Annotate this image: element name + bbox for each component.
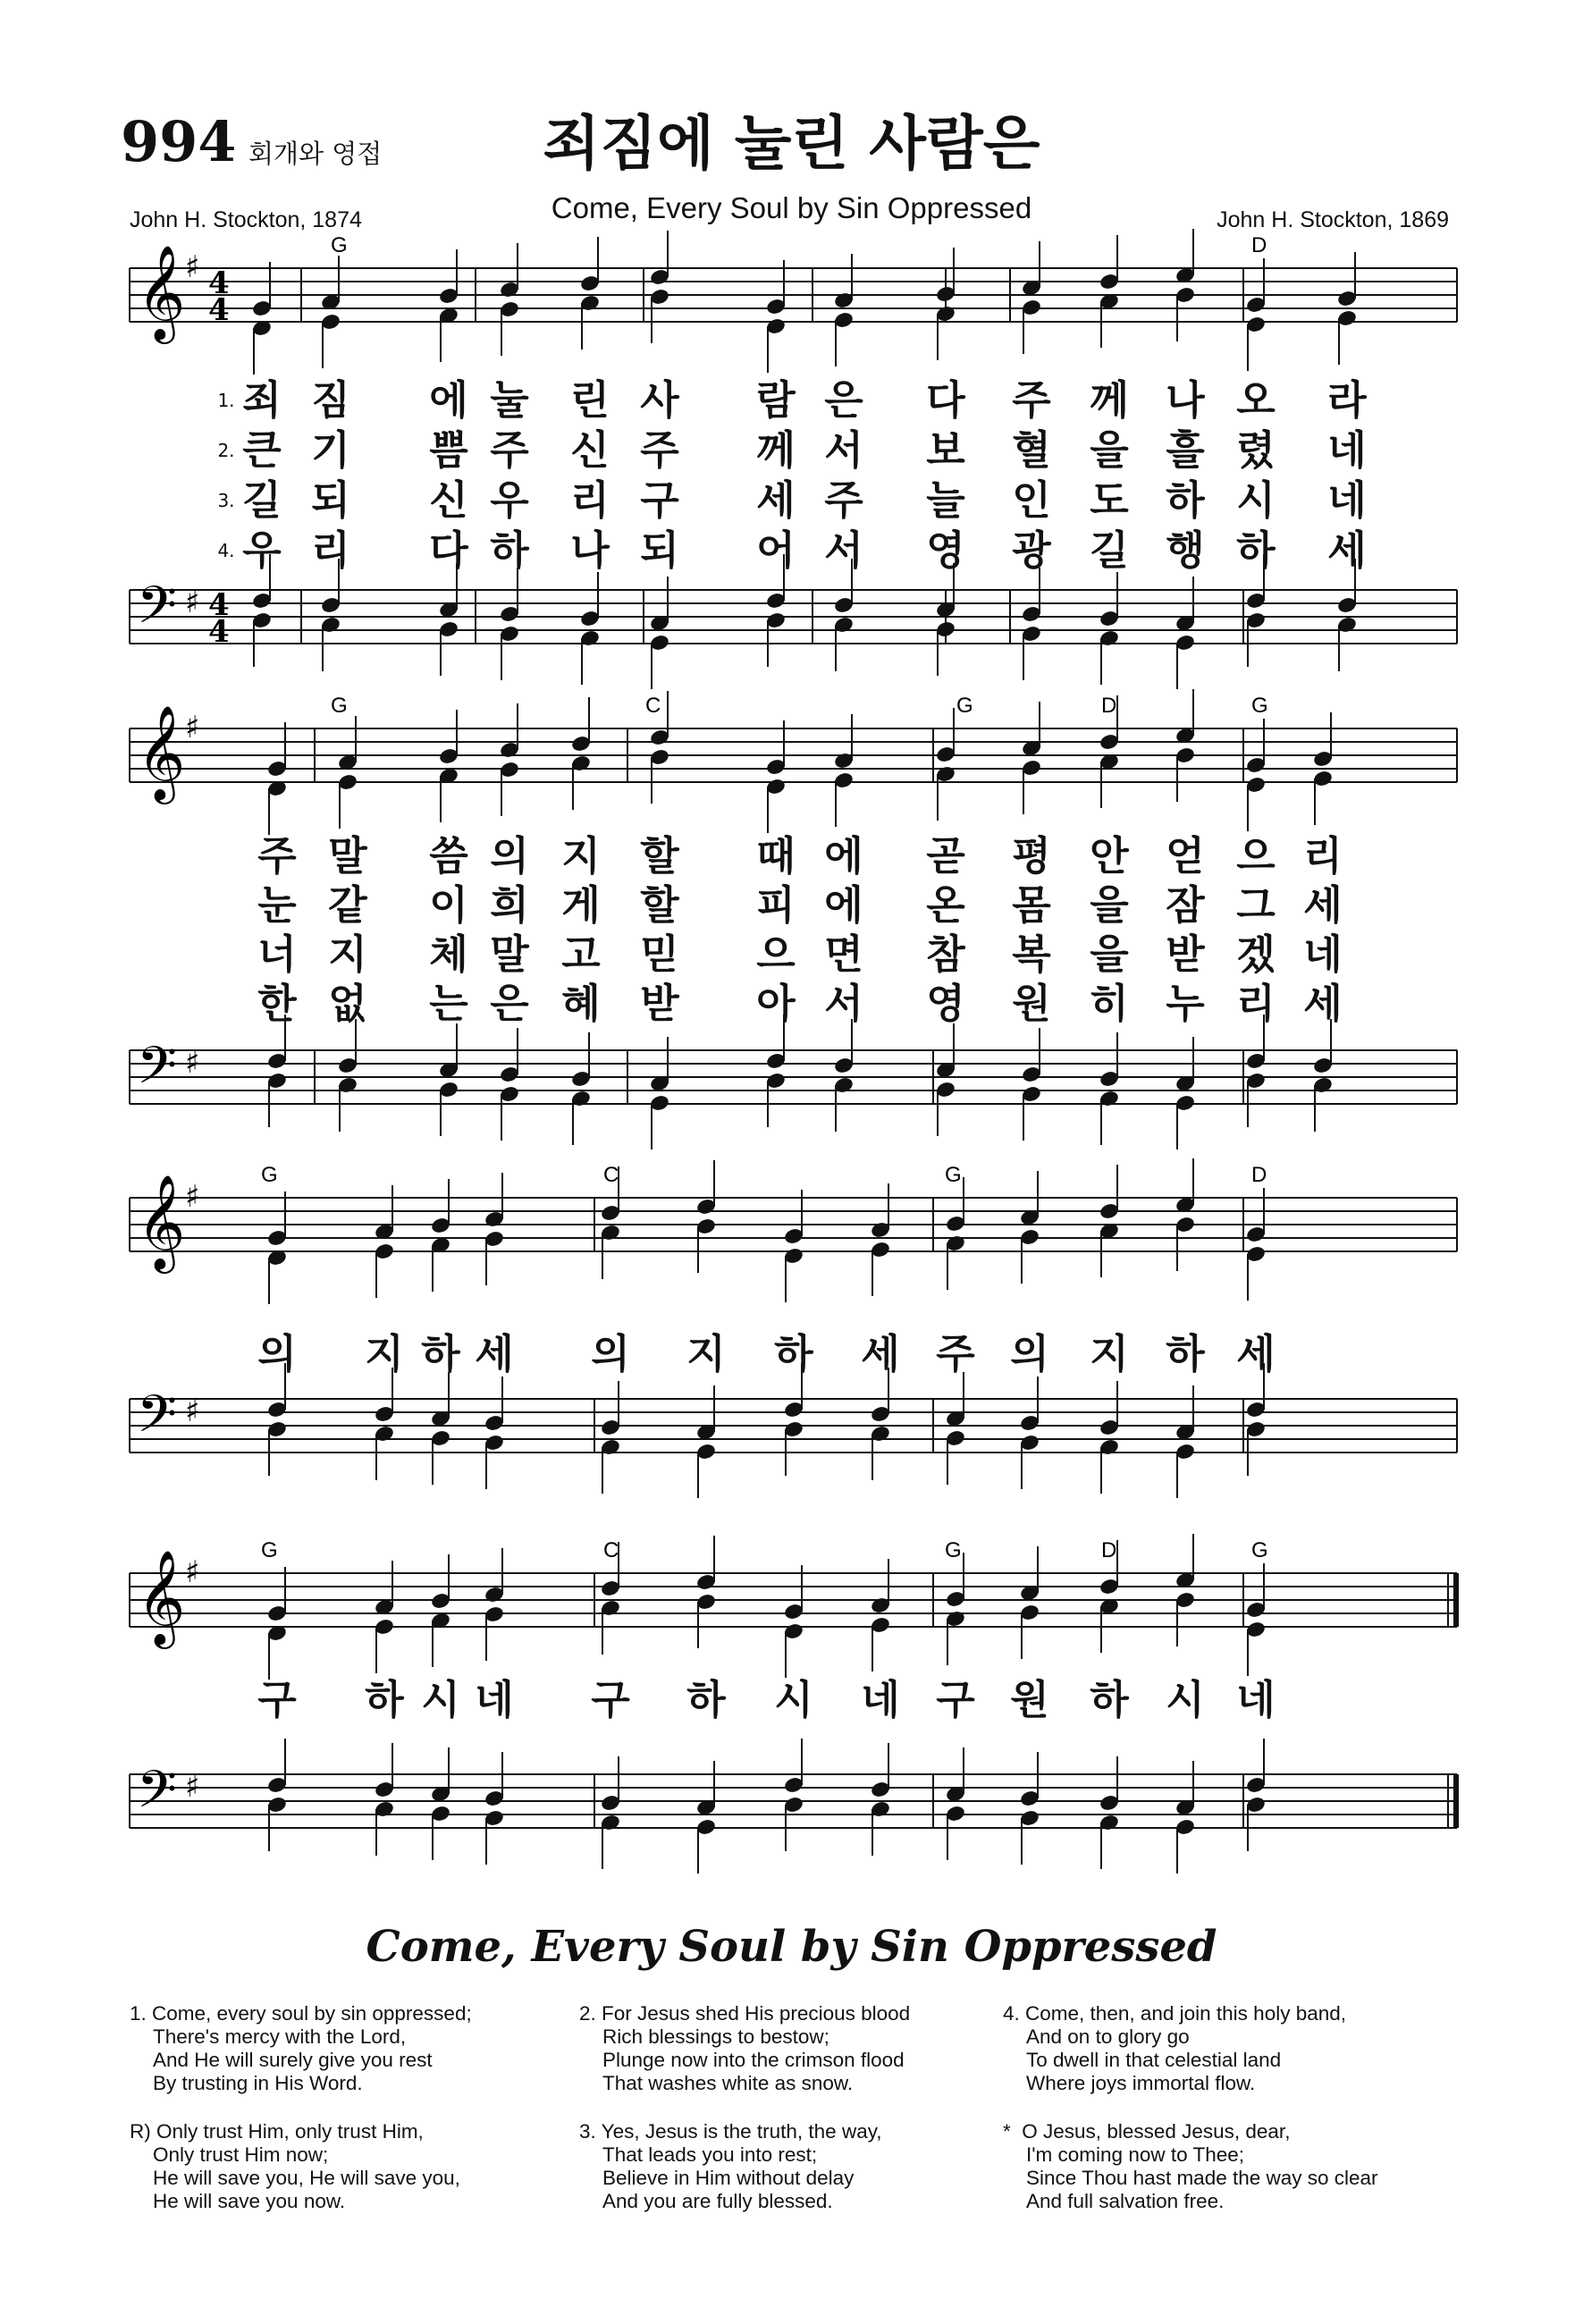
lyric-syllable: 큰 [242,426,282,474]
lyric-syllable: 시 [421,1676,460,1723]
lyric-syllable: 서 [824,426,863,474]
stanza-line: By trusting in His Word. [153,2072,363,2094]
lyric-syllable: 면 [824,930,863,978]
lyric-syllable: 너 [257,930,297,978]
sharp-icon: ♯ [185,1045,200,1081]
chord-symbol: G [956,694,973,718]
lyric-syllable: 눌 [490,376,529,424]
lyric-syllable: 게 [561,881,601,929]
stanza-label: 1. [130,2002,147,2025]
lyric-syllable: 네 [1327,476,1367,524]
lyric-syllable: 다 [429,526,468,574]
stanza-line: And you are fully blessed. [602,2190,833,2212]
lyric-syllable: 신 [570,426,610,474]
stanza-label: 3. [579,2120,596,2143]
treble-staff-2 [130,728,1457,782]
stanza-line: Come, every soul by sin oppressed; [152,2002,472,2025]
treble-clef-icon: 𝄞 [137,244,186,340]
sharp-icon: ♯ [185,1179,200,1215]
chord-symbol: D [1101,694,1117,718]
lyric-syllable: 길 [242,476,282,524]
lyric-syllable: 말 [490,930,529,978]
sharp-icon: ♯ [185,1554,200,1590]
time-signature-digit: 4 [208,292,230,328]
lyric-line-1-3 [0,474,1583,527]
lyric-syllable: 같 [328,881,367,929]
lyric-syllable: 혜 [561,980,601,1027]
lyric-syllable: 쁨 [429,426,468,474]
chord-symbol: D [1251,1163,1267,1187]
lyric-syllable: 리 [311,526,350,574]
stanza-line: Yes, Jesus is the truth, the way, [601,2120,882,2143]
lyric-syllable: 네 [861,1676,900,1723]
lyric-syllable: 하 [1236,526,1276,574]
verse-number: 1. [217,390,235,411]
sharp-icon: ♯ [185,710,200,745]
lyric-syllable: 주 [936,1330,975,1377]
time-signature-digit: 4 [208,614,230,650]
lyric-syllable: 겠 [1236,930,1276,978]
lyric-syllable: 흘 [1166,426,1205,474]
lyric-syllable: 곧 [926,832,965,880]
lyric-syllable: 신 [429,476,468,524]
lyric-line-1-2 [0,424,1583,477]
final-barline [1453,1774,1459,1828]
lyric-syllable: 없 [328,980,367,1027]
lyric-syllable: 주 [824,476,863,524]
lyric-syllable: 하 [774,1330,813,1377]
stanza-line: That leads you into rest; [602,2143,818,2166]
lyric-syllable: 하 [1166,1330,1205,1377]
chord-symbol: G [261,1538,278,1562]
sharp-icon: ♯ [185,585,200,620]
english-stanza-prayer [1003,2120,1378,2213]
verse-number: 3. [217,490,235,511]
stanza-line: Only trust Him, only trust Him, [156,2120,424,2143]
lyric-syllable: 이 [429,881,468,929]
lyric-syllable: 에 [429,376,468,424]
stanza-line: Where joys immortal flow. [1026,2072,1256,2094]
lyric-syllable: 세 [1236,1330,1276,1377]
lyric-syllable: 의 [591,1330,630,1377]
hymn-number: 994 [121,109,237,174]
lyric-syllable: 한 [257,980,297,1027]
lyric-syllable: 세 [475,1330,514,1377]
lyric-syllable: 원 [1012,980,1051,1027]
lyric-syllable: 의 [490,832,529,880]
chord-symbol: G [945,1163,962,1187]
treble-clef-icon: 𝄞 [137,1174,186,1269]
lyric-syllable: 참 [926,930,965,978]
lyric-syllable: 리 [1236,980,1276,1027]
english-stanza-4 [1003,2002,1346,2095]
treble-staff-1 [130,268,1457,322]
stanza-line: He will save you, He will save you, [153,2167,460,2189]
stanza-line: To dwell in that celestial land [1026,2049,1282,2071]
lyric-syllable: 서 [824,980,863,1027]
lyric-syllable: 누 [1166,980,1205,1027]
english-subtitle: Come, Every Soul by Sin Oppressed [551,191,1032,224]
verse-number: 4. [217,540,235,561]
lyric-syllable: 세 [861,1330,900,1377]
lyric-syllable: 린 [570,376,610,424]
verse-number: 2. [217,440,235,461]
lyric-syllable: 으 [1236,832,1276,880]
sharp-icon: ♯ [185,1394,200,1429]
bass-clef-icon: 𝄢 [137,1384,178,1457]
lyric-syllable: 희 [490,881,529,929]
lyric-syllable: 네 [1327,426,1367,474]
stanza-line: Come, then, and join this holy band, [1025,2002,1347,2025]
lyric-syllable: 의 [257,1330,297,1377]
lyric-syllable: 사 [640,376,679,424]
lyric-syllable: 혈 [1012,426,1051,474]
lyric-line-2-3 [0,928,1583,981]
treble-staff-3 [130,1198,1457,1251]
korean-title: 죄짐에 눌린 사람은 [543,109,1040,178]
lyric-syllable: 눈 [257,881,297,929]
lyric-syllable: 하 [1090,1676,1129,1723]
lyric-syllable: 에 [824,832,863,880]
lyric-syllable: 주 [490,426,529,474]
stanza-line: Since Thou hast made the way so clear [1026,2167,1378,2189]
lyric-syllable: 나 [1166,376,1205,424]
lyric-syllable: 말 [328,832,367,880]
stanza-line: Only trust Him now; [153,2143,329,2166]
stanza-line: O Jesus, blessed Jesus, dear, [1022,2120,1291,2143]
lyric-syllable: 으 [756,930,796,978]
time-signature-digit: 4 [208,587,230,623]
lyric-syllable: 지 [328,930,367,978]
chord-symbol: G [331,694,348,718]
lyric-syllable: 길 [1090,526,1129,574]
lyric-syllable: 몸 [1012,881,1051,929]
stanza-label: 4. [1003,2002,1020,2025]
lyric-syllable: 주 [640,426,679,474]
stanza-line: And He will surely give you rest [153,2049,433,2071]
chord-symbol: G [1251,694,1268,718]
stanza-line: Rich blessings to bestow; [602,2025,829,2048]
lyric-syllable: 께 [756,426,796,474]
lyric-syllable: 체 [429,930,468,978]
lyric-syllable: 네 [1303,930,1343,978]
lyric-syllable: 죄 [242,376,282,424]
chord-symbol: C [645,694,661,718]
lyric-syllable: 하 [365,1676,404,1723]
lyric-syllable: 할 [640,832,679,880]
lyric-syllable: 의 [1010,1330,1049,1377]
lyric-syllable: 도 [1090,476,1129,524]
lyric-syllable: 께 [1090,376,1129,424]
lyric-syllable: 하 [1166,476,1205,524]
lyric-syllable: 온 [926,881,965,929]
lyric-syllable: 리 [570,476,610,524]
words-credit: John H. Stockton, 1874 [130,207,362,232]
lyric-syllable: 우 [490,476,529,524]
lyric-syllable: 받 [1166,930,1205,978]
lyric-syllable: 짐 [311,376,350,424]
english-title: Come, Every Soul by Sin Oppressed [366,1922,1217,1972]
stanza-label: R) [130,2120,151,2143]
treble-staff-4 [130,1573,1457,1627]
lyric-syllable: 평 [1012,832,1051,880]
chord-symbol: G [261,1163,278,1187]
lyric-line-3-1 [0,1327,1583,1381]
lyric-syllable: 되 [311,476,350,524]
stanza-line: That washes white as snow. [602,2072,854,2094]
stanza-label: * [1003,2120,1011,2143]
lyric-syllable: 영 [926,980,965,1027]
stanza-line: And full salvation free. [1026,2190,1225,2212]
lyric-syllable: 은 [490,980,529,1027]
lyric-syllable: 씀 [429,832,468,880]
english-stanza-3 [579,2120,882,2213]
lyric-syllable: 영 [926,526,965,574]
lyric-syllable: 그 [1236,881,1276,929]
lyric-syllable: 복 [1012,930,1051,978]
final-barline [1453,1573,1459,1627]
lyric-line-1-1 [0,374,1583,427]
lyric-syllable: 주 [1012,376,1051,424]
lyric-syllable: 원 [1010,1676,1049,1723]
lyric-syllable: 하 [490,526,529,574]
bass-clef-icon: 𝄢 [137,1035,178,1108]
lyric-syllable: 하 [686,1676,726,1723]
lyric-syllable: 안 [1090,832,1129,880]
lyric-syllable: 시 [1166,1676,1205,1723]
lyric-syllable: 되 [640,526,679,574]
lyric-syllable: 지 [686,1330,726,1377]
lyric-syllable: 구 [936,1676,975,1723]
lyric-syllable: 지 [561,832,601,880]
stanza-line: For Jesus shed His precious blood [602,2002,911,2025]
lyric-syllable: 시 [774,1676,813,1723]
lyric-syllable: 에 [824,881,863,929]
lyric-syllable: 을 [1090,881,1129,929]
lyric-syllable: 피 [756,881,796,929]
lyric-syllable: 늘 [926,476,965,524]
lyric-syllable: 지 [1090,1330,1129,1377]
english-refrain [130,2120,460,2213]
english-stanza-2 [579,2002,910,2095]
chord-symbol: D [1101,1538,1117,1562]
hymn-category: 회개와 영접 [248,139,383,169]
lyric-syllable: 구 [591,1676,630,1723]
stanza-line: I'm coming now to Thee; [1026,2143,1244,2166]
stanza-line: He will save you now. [153,2190,346,2212]
lyric-syllable: 서 [824,526,863,574]
stanza-line: There's mercy with the Lord, [153,2025,407,2048]
lyric-syllable: 세 [1303,881,1343,929]
treble-clef-icon: 𝄞 [137,704,186,800]
lyric-syllable: 렸 [1236,426,1276,474]
lyric-syllable: 하 [421,1330,460,1377]
bass-clef-icon: 𝄢 [137,575,178,648]
lyric-syllable: 기 [311,426,350,474]
lyric-syllable: 행 [1166,526,1205,574]
lyric-line-4-1 [0,1673,1583,1727]
lyric-syllable: 네 [1236,1676,1276,1723]
lyric-syllable: 믿 [640,930,679,978]
lyric-syllable: 보 [926,426,965,474]
lyric-syllable: 세 [1327,526,1367,574]
lyric-syllable: 리 [1303,832,1343,880]
stanza-line: And on to glory go [1026,2025,1190,2048]
lyric-syllable: 할 [640,881,679,929]
lyric-syllable: 인 [1012,476,1051,524]
lyric-syllable: 는 [429,980,468,1027]
lyric-line-2-2 [0,879,1583,932]
lyric-line-2-4 [0,977,1583,1031]
lyric-syllable: 다 [926,376,965,424]
lyric-syllable: 어 [756,526,796,574]
lyric-syllable: 을 [1090,930,1129,978]
stanza-label: 2. [579,2002,596,2025]
sharp-icon: ♯ [185,249,200,285]
time-signature-digit: 4 [208,265,230,301]
lyric-syllable: 광 [1012,526,1051,574]
lyric-syllable: 네 [475,1676,514,1723]
lyric-syllable: 을 [1090,426,1129,474]
lyric-syllable: 구 [640,476,679,524]
chord-symbol: G [945,1538,962,1562]
stanza-line: Plunge now into the crimson flood [602,2049,905,2071]
lyric-syllable: 히 [1090,980,1129,1027]
music-credit: John H. Stockton, 1869 [1217,207,1449,232]
chord-symbol: G [331,233,348,257]
lyric-syllable: 라 [1327,376,1367,424]
lyric-syllable: 주 [257,832,297,880]
bass-clef-icon: 𝄢 [137,1759,178,1832]
lyric-syllable: 지 [365,1330,404,1377]
treble-clef-icon: 𝄞 [137,1549,186,1645]
lyric-syllable: 은 [824,376,863,424]
lyric-syllable: 고 [561,930,601,978]
lyric-syllable: 잠 [1166,881,1205,929]
lyric-syllable: 받 [640,980,679,1027]
sharp-icon: ♯ [185,1769,200,1805]
lyric-syllable: 세 [1303,980,1343,1027]
chord-symbol: C [603,1163,619,1187]
lyric-syllable: 때 [756,832,796,880]
lyric-syllable: 얻 [1166,832,1205,880]
chord-symbol: D [1251,233,1267,257]
lyric-line-1-4 [0,524,1583,577]
lyric-line-2-1 [0,829,1583,883]
lyric-syllable: 우 [242,526,282,574]
lyric-syllable: 구 [257,1676,297,1723]
lyric-syllable: 시 [1236,476,1276,524]
stanza-line: Believe in Him without delay [602,2167,855,2189]
lyric-syllable: 나 [570,526,610,574]
chord-symbol: G [1251,1538,1268,1562]
lyric-syllable: 아 [756,980,796,1027]
english-stanza-1 [130,2002,472,2095]
lyric-syllable: 세 [756,476,796,524]
lyric-syllable: 오 [1236,376,1276,424]
lyric-syllable: 람 [756,376,796,424]
chord-symbol: C [603,1538,619,1562]
